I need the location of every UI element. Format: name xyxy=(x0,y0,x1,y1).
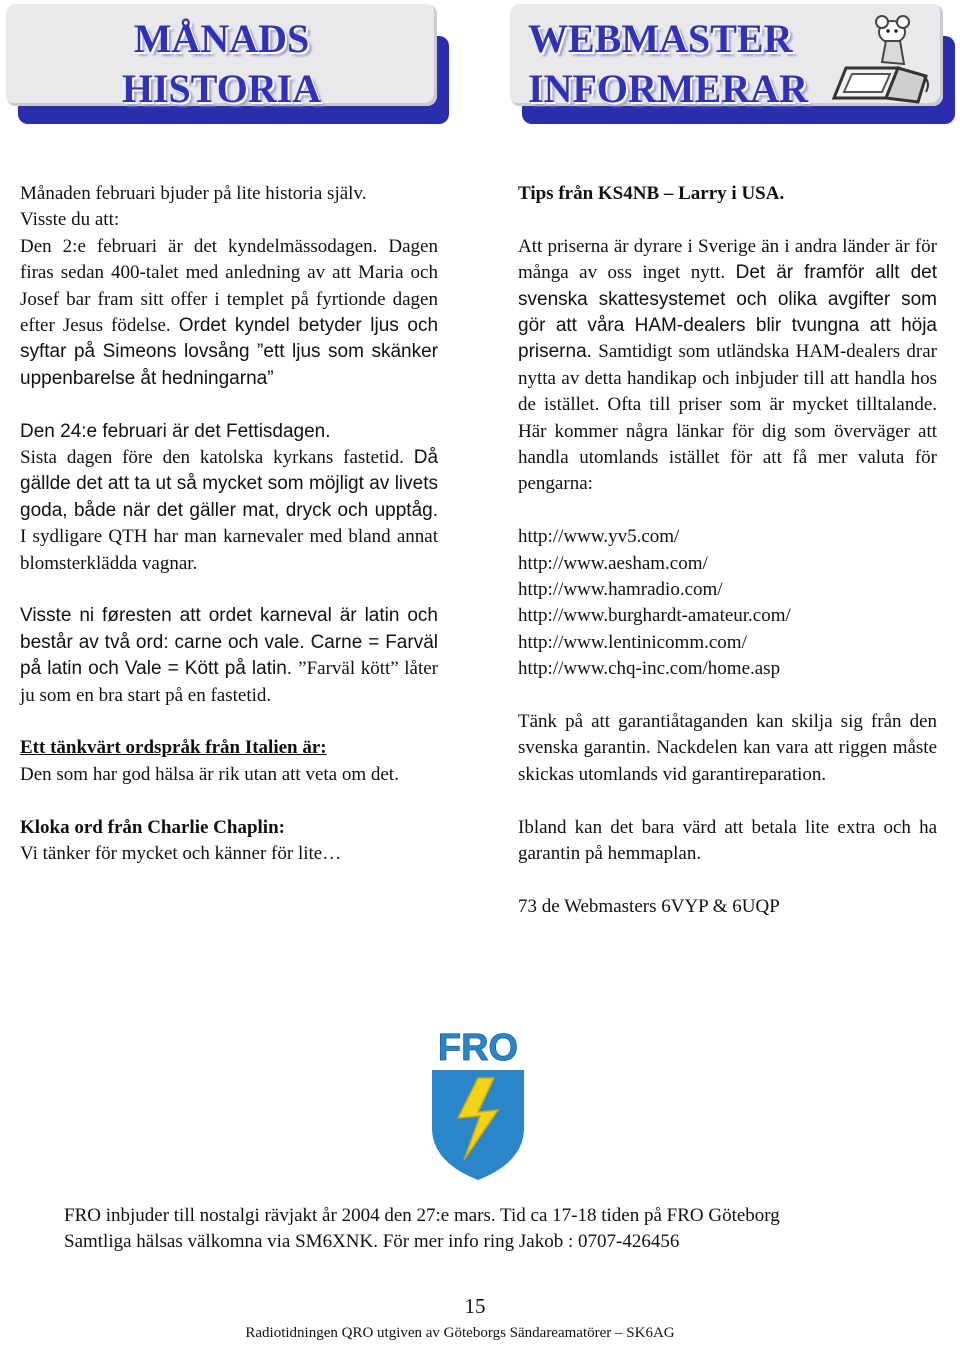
header-banner-left xyxy=(6,4,449,124)
prices-paragraph xyxy=(518,234,937,498)
mouse-at-computer-icon xyxy=(828,10,946,106)
footer-text: Radiotidningen QRO utgiven av Göteborgs Sändareamatörer – SK6AG xyxy=(245,1325,675,1341)
column-webmaster-info xyxy=(518,181,937,920)
fettisdagen-paragraph xyxy=(20,419,438,577)
candlemas-text: Den 2:e februari är det kyndelmässodagen. Dagen firas sedan 400-talet med anledning av att Maria och Josef bar fram sitt offer i templet på fyrtionde dagen efter Jesus födelse. xyxy=(20,235,438,337)
prices-taxes: Det är framför allt det svenska skattesystemet och olika avgifter som gör att våra HAM-dealers blir tvungna att höja priserna. xyxy=(518,262,938,363)
notice-line: FRO inbjuder till nostalgi rävjakt år 2004 den 27:e mars. Tid ca 17-18 tiden på FRO Göteborg xyxy=(64,1205,780,1226)
warranty-text: Tänk på att garantiåtaganden kan skilja sig från den svenska garantin. xyxy=(518,711,937,759)
fettisdagen-fast: Sista dagen före den katolska kyrkans fastetid. xyxy=(20,447,404,469)
notice-line: Samtliga hälsas välkomna via SM6XNK. För mer info ring Jakob : 0707-426456 xyxy=(64,1231,680,1253)
proverb-heading: Ett tänkvärt ordspråk från Italien är: xyxy=(20,737,327,759)
warranty-drawback: Nackdelen kan vara att riggen måste skickas utomlands vid garantireparation. xyxy=(518,737,938,785)
dealer-link[interactable]: http://www.hamradio.com/ xyxy=(518,579,723,601)
dealer-link[interactable]: http://www.burghardt-amateur.com/ xyxy=(518,605,791,627)
fettisdagen-goods: Då gällde det att ta ut så mycket som möjligt av livets goda, både när det gäller mat, dryck och upptåg. xyxy=(20,447,439,521)
intro-text: Månaden februari bjuder på lite historia själv. xyxy=(20,183,367,204)
prices-attractive: Ofta till priser som är mycket tilltalande. xyxy=(607,394,938,416)
proverb-text: Den som har god hälsa är rik utan att veta om det. xyxy=(20,763,399,785)
home-warranty-paragraph: Ibland kan det bara värd att betala lite extra och ha garantin på hemmaplan. xyxy=(518,816,937,865)
carnival-conclusion: ”Farväl kött” låter ju som en bra start på en fastetid. xyxy=(20,658,438,706)
page-number: 15 xyxy=(464,1294,486,1318)
fro-logo-text: FRO xyxy=(437,1027,519,1069)
banner-title-line2: HISTORIA xyxy=(121,66,322,111)
banner-title xyxy=(6,14,437,114)
banner-title-line1: WEBMASTER xyxy=(528,16,793,61)
dealer-link[interactable]: http://www.lentinicomm.com/ xyxy=(518,631,747,653)
fettisdagen-carnival: I sydligare QTH har man karnevaler med bland annat blomsterklädda vagnar. xyxy=(20,526,438,574)
prices-links-intro: Här kommer några länkar för dig som överväger att handla utomlands istället för att få mer valuta för pengarna: xyxy=(518,420,937,495)
chaplin-quote: Vi tänker för mycket och känner för lite… xyxy=(20,843,342,865)
chaplin-heading: Kloka ord från Charlie Chaplin: xyxy=(20,816,285,838)
prices-foreign: Samtidigt som utländska HAM-dealers drar nytta av detta handikap och inbjuder till att handla hos de istället. xyxy=(518,341,937,416)
dealer-links xyxy=(518,524,937,682)
fro-logo xyxy=(428,1024,528,1180)
fettisdagen-date: Den 24:e februari är det Fettisdagen. xyxy=(20,420,331,442)
carnival-origin: Visste ni føresten att ordet karneval är latin och består av två ord: carne och vale. xyxy=(20,605,438,653)
tips-heading: Tips från KS4NB – Larry i USA. xyxy=(518,183,785,204)
carnival-translation: Carne = Farväl på latin och Vale = Kött på latin. xyxy=(20,631,438,680)
dealer-link[interactable]: http://www.aesham.com/ xyxy=(518,552,708,574)
carnival-paragraph xyxy=(20,603,438,709)
intro-question: Visste du att: xyxy=(20,209,120,231)
header-banner-right xyxy=(510,4,955,124)
candlemas-paragraph xyxy=(20,234,438,392)
banner-title-line1: MÅNADS xyxy=(133,16,310,61)
candlemas-meaning: Ordet kyndel betyder ljus och syftar på Simeons lovsång ”ett ljus som skänker uppenbarelse åt hedningarna” xyxy=(20,315,439,389)
dealer-link[interactable]: http://www.yv5.com/ xyxy=(518,526,680,548)
warranty-paragraph xyxy=(518,709,937,788)
prices-intro: Att priserna är dyrare i Sverige än i andra länder är för många av oss inget nytt. xyxy=(518,235,937,284)
signoff: 73 de Webmasters 6VYP & 6UQP xyxy=(518,895,780,917)
column-monthly-history xyxy=(20,181,438,868)
dealer-link[interactable]: http://www.chq-inc.com/home.asp xyxy=(518,658,781,680)
event-notice xyxy=(64,1203,924,1256)
banner-title-line2: INFORMERAR xyxy=(528,66,808,111)
